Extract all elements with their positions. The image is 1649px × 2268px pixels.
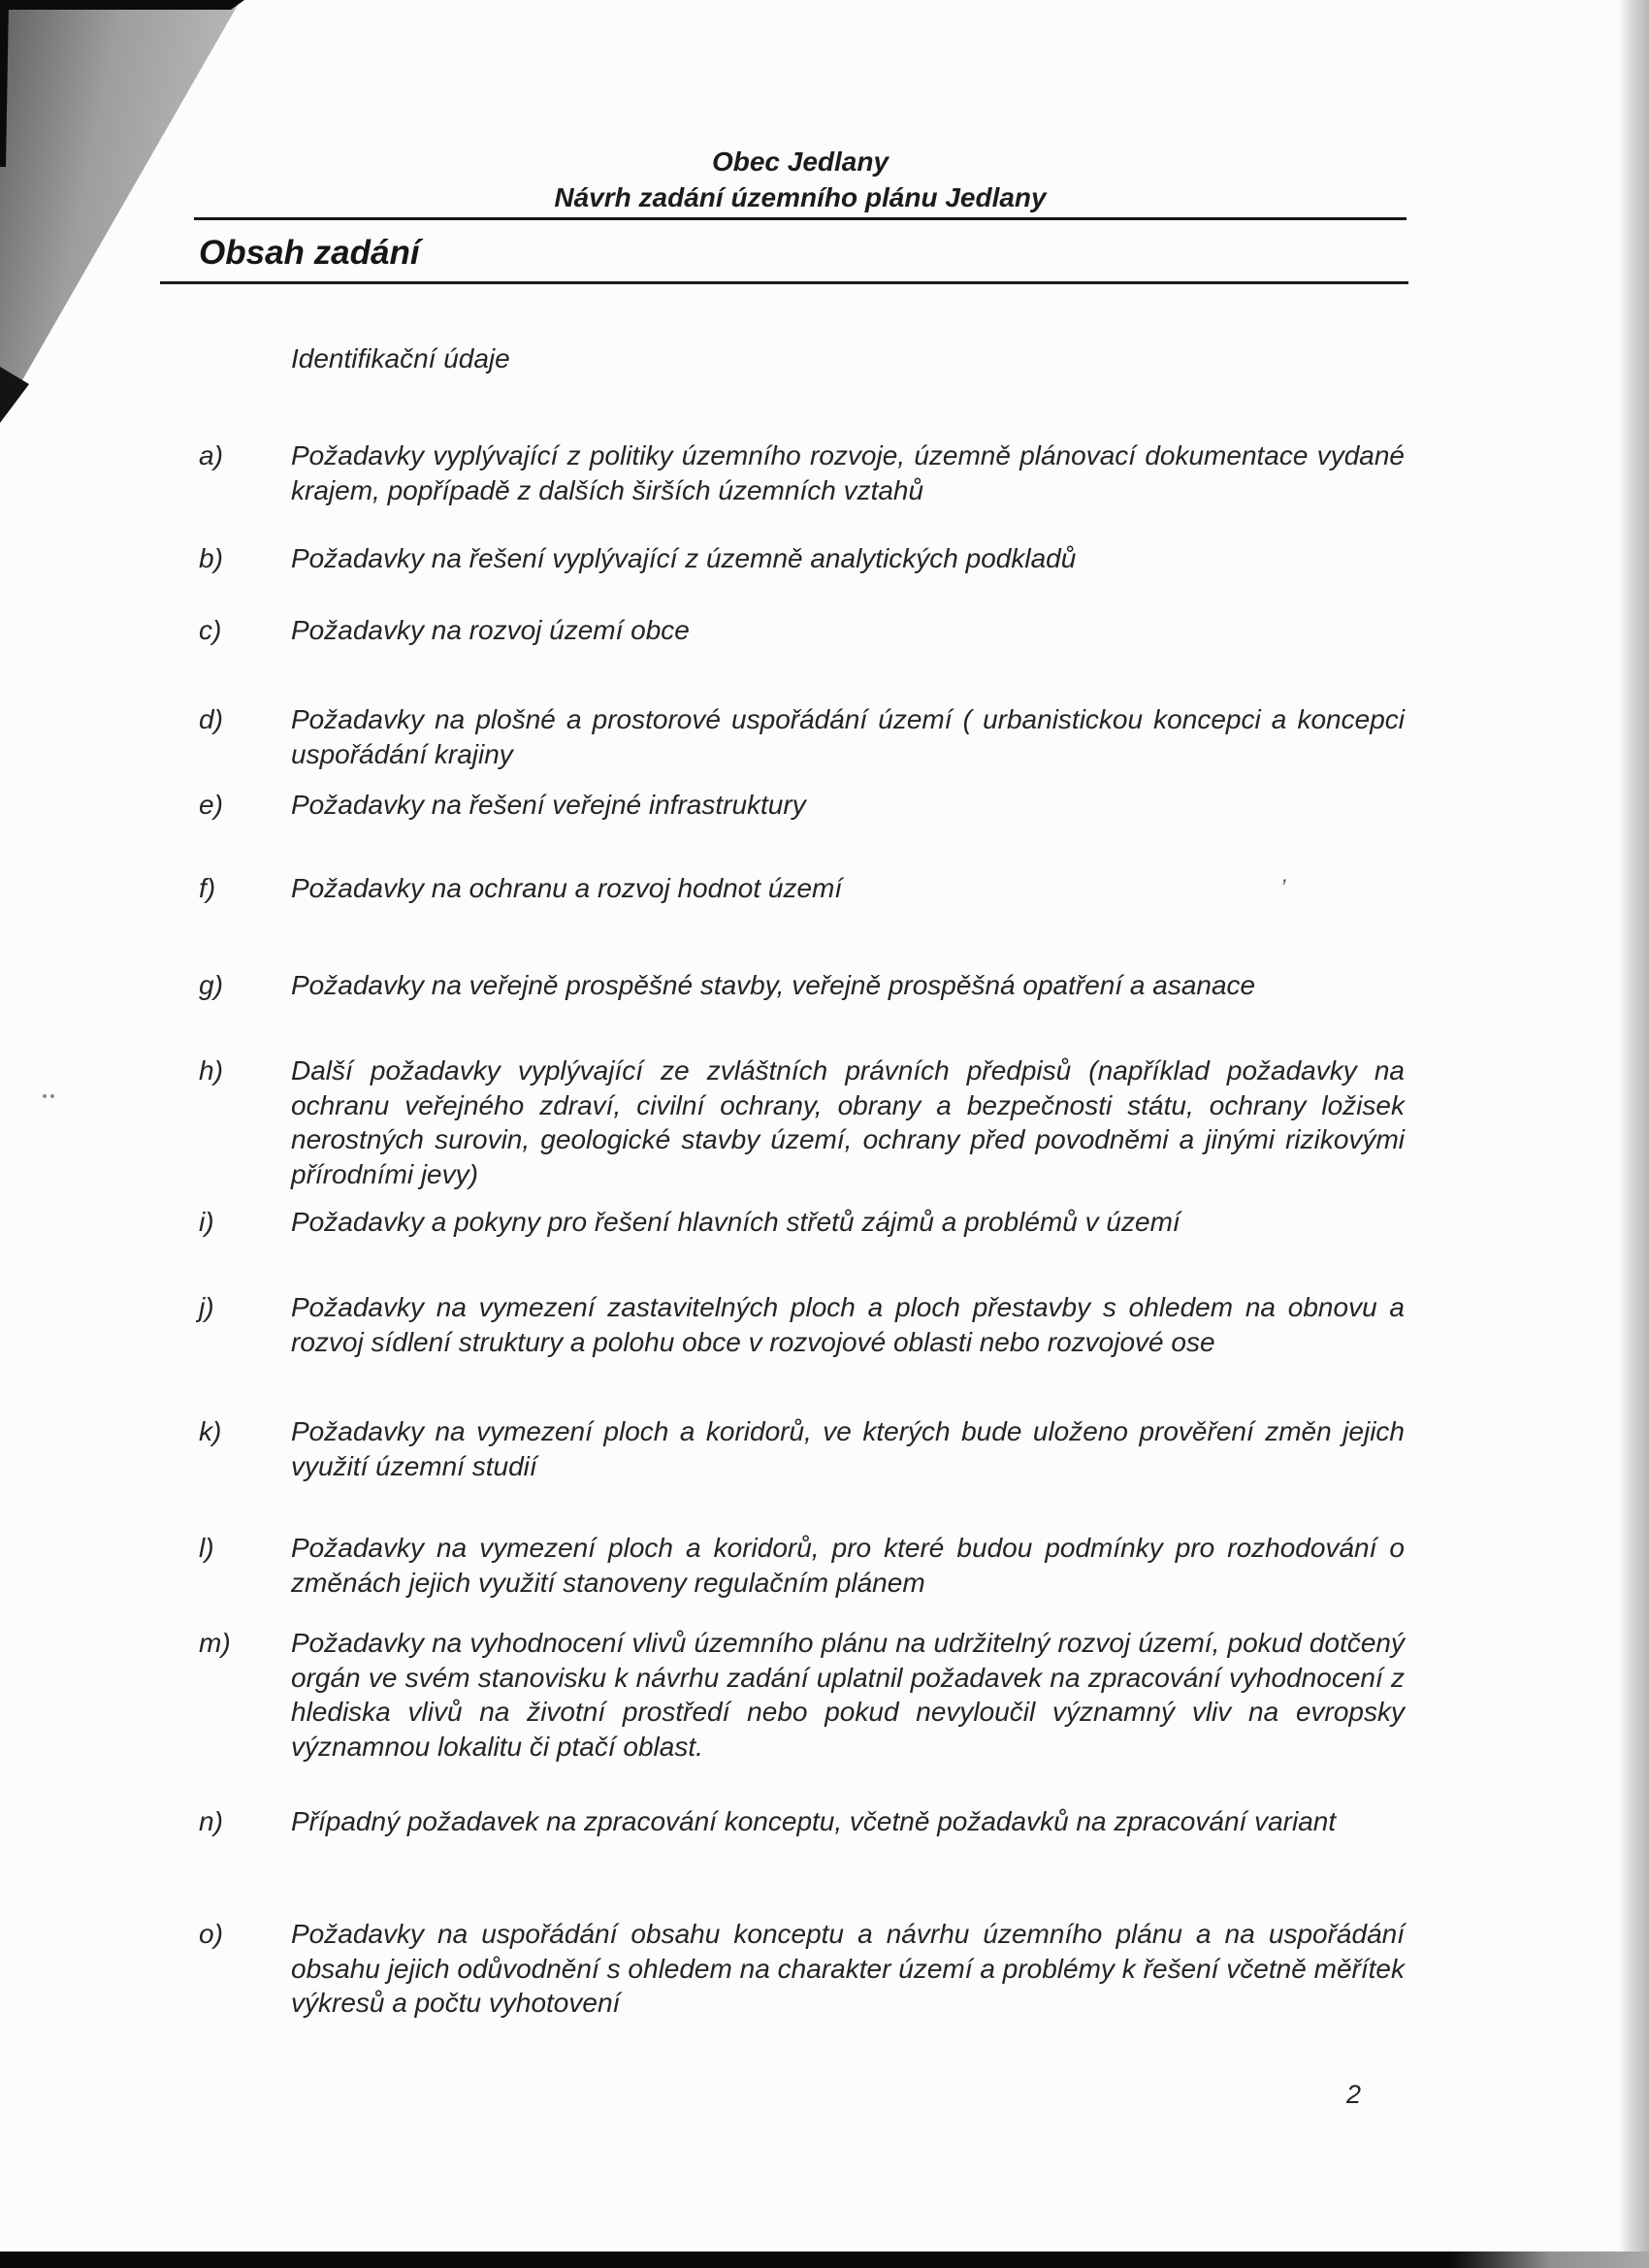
list-item-c bbox=[199, 613, 1405, 648]
scan-bottom-edge-band bbox=[0, 2252, 1649, 2268]
scan-speckle bbox=[43, 1094, 56, 1099]
intro-line: Identifikační údaje bbox=[291, 343, 510, 373]
header-document-title: Návrh zadání územního plánu Jedlany bbox=[554, 182, 1047, 212]
item-text: Případný požadavek na zpracování konceptu, včetně požadavků na zpracování variant bbox=[291, 1806, 1337, 1836]
list-item-n bbox=[199, 1804, 1405, 1839]
item-text: Požadavky na řešení veřejné infrastruktury bbox=[291, 790, 806, 820]
item-label: g) bbox=[199, 970, 223, 1000]
item-label: h) bbox=[199, 1055, 223, 1085]
list-item-l bbox=[199, 1531, 1405, 1600]
item-label: j) bbox=[199, 1292, 214, 1322]
scan-speckle: ’ bbox=[1280, 875, 1286, 901]
section-title: Obsah zadání bbox=[199, 234, 420, 272]
item-label: o) bbox=[199, 1919, 223, 1949]
document-header bbox=[194, 144, 1406, 215]
list-item-f bbox=[199, 871, 1405, 906]
item-label: m) bbox=[199, 1628, 231, 1658]
item-label: c) bbox=[199, 615, 222, 645]
item-text: Požadavky vyplývající z politiky územního rozvoje, územně plánovací dokumentace vydané krajem, popřípadě z dalších širších územních vztahů bbox=[291, 440, 1405, 505]
header-rule bbox=[194, 217, 1406, 220]
list-item-h bbox=[199, 1053, 1405, 1191]
list-item-g bbox=[199, 968, 1405, 1003]
list-item-i bbox=[199, 1205, 1405, 1240]
header-municipality: Obec Jedlany bbox=[711, 146, 889, 177]
item-text: Požadavky na vymezení ploch a koridorů, ve kterých bude uloženo prověření změn jejich využití územní studií bbox=[291, 1416, 1405, 1481]
item-label: n) bbox=[199, 1806, 223, 1836]
list-item-b bbox=[199, 541, 1405, 576]
item-label: b) bbox=[199, 543, 223, 573]
item-label: a) bbox=[199, 440, 223, 470]
list-item-o bbox=[199, 1917, 1405, 2021]
page-number: 2 bbox=[1346, 2080, 1362, 2109]
list-item-k bbox=[199, 1414, 1405, 1483]
section-title-rule bbox=[160, 281, 1408, 284]
item-text: Požadavky a pokyny pro řešení hlavních střetů zájmů a problémů v území bbox=[291, 1207, 1180, 1237]
item-text: Požadavky na ochranu a rozvoj hodnot území bbox=[291, 873, 843, 903]
scan-right-edge-band bbox=[1620, 0, 1649, 2268]
item-label: f) bbox=[199, 873, 216, 903]
item-text: Požadavky na rozvoj území obce bbox=[291, 615, 690, 645]
item-label: l) bbox=[199, 1533, 214, 1563]
list-item-e bbox=[199, 788, 1405, 823]
item-label: k) bbox=[199, 1416, 222, 1446]
item-text: Požadavky na plošné a prostorové uspořádání území ( urbanistickou koncepci a koncepci uspořádání krajiny bbox=[291, 704, 1405, 769]
item-label: e) bbox=[199, 790, 223, 820]
list-item-m bbox=[199, 1626, 1405, 1764]
item-label: d) bbox=[199, 704, 223, 734]
item-text: Požadavky na řešení vyplývající z územně analytických podkladů bbox=[291, 543, 1077, 573]
item-text: Požadavky na vyhodnocení vlivů územního plánu na udržitelný rozvoj území, pokud dotčený orgán ve svém stanovisku k návrhu zadání uplatnil požadavek na zpracování vyhodnocení z hlediska vlivů na životní prostředí nebo pokud nevyloučil významný vliv na evropsky významnou lokalitu či ptačí oblast. bbox=[291, 1628, 1405, 1762]
item-text: Požadavky na veřejně prospěšné stavby, veřejně prospěšná opatření a asanace bbox=[291, 970, 1256, 1000]
item-text: Další požadavky vyplývající ze zvláštních právních předpisů (například požadavky na ochranu veřejného zdraví, civilní ochrany, obrany a bezpečnosti státu, ochrany ložisek nerostných surovin, geologické stavby území, ochrany před povodněmi a jinými rizikovými přírodními jevy) bbox=[291, 1055, 1405, 1189]
list-item-j bbox=[199, 1290, 1405, 1359]
item-label: i) bbox=[199, 1207, 214, 1237]
item-text: Požadavky na vymezení ploch a koridorů, pro které budou podmínky pro rozhodování o změnách jejich využití stanoveny regulačním plánem bbox=[291, 1533, 1405, 1598]
item-text: Požadavky na uspořádání obsahu konceptu a návrhu územního plánu a na uspořádání obsahu jejich odůvodnění s ohledem na charakter území a problémy k řešení včetně měřítek výkresů a počtu vyhotovení bbox=[291, 1919, 1405, 2018]
list-item-d bbox=[199, 702, 1405, 771]
item-text: Požadavky na vymezení zastavitelných ploch a ploch přestavby s ohledem na obnovu a rozvoj sídlení struktury a polohu obce v rozvojové oblasti nebo rozvojové ose bbox=[291, 1292, 1405, 1357]
list-item-a bbox=[199, 438, 1405, 507]
